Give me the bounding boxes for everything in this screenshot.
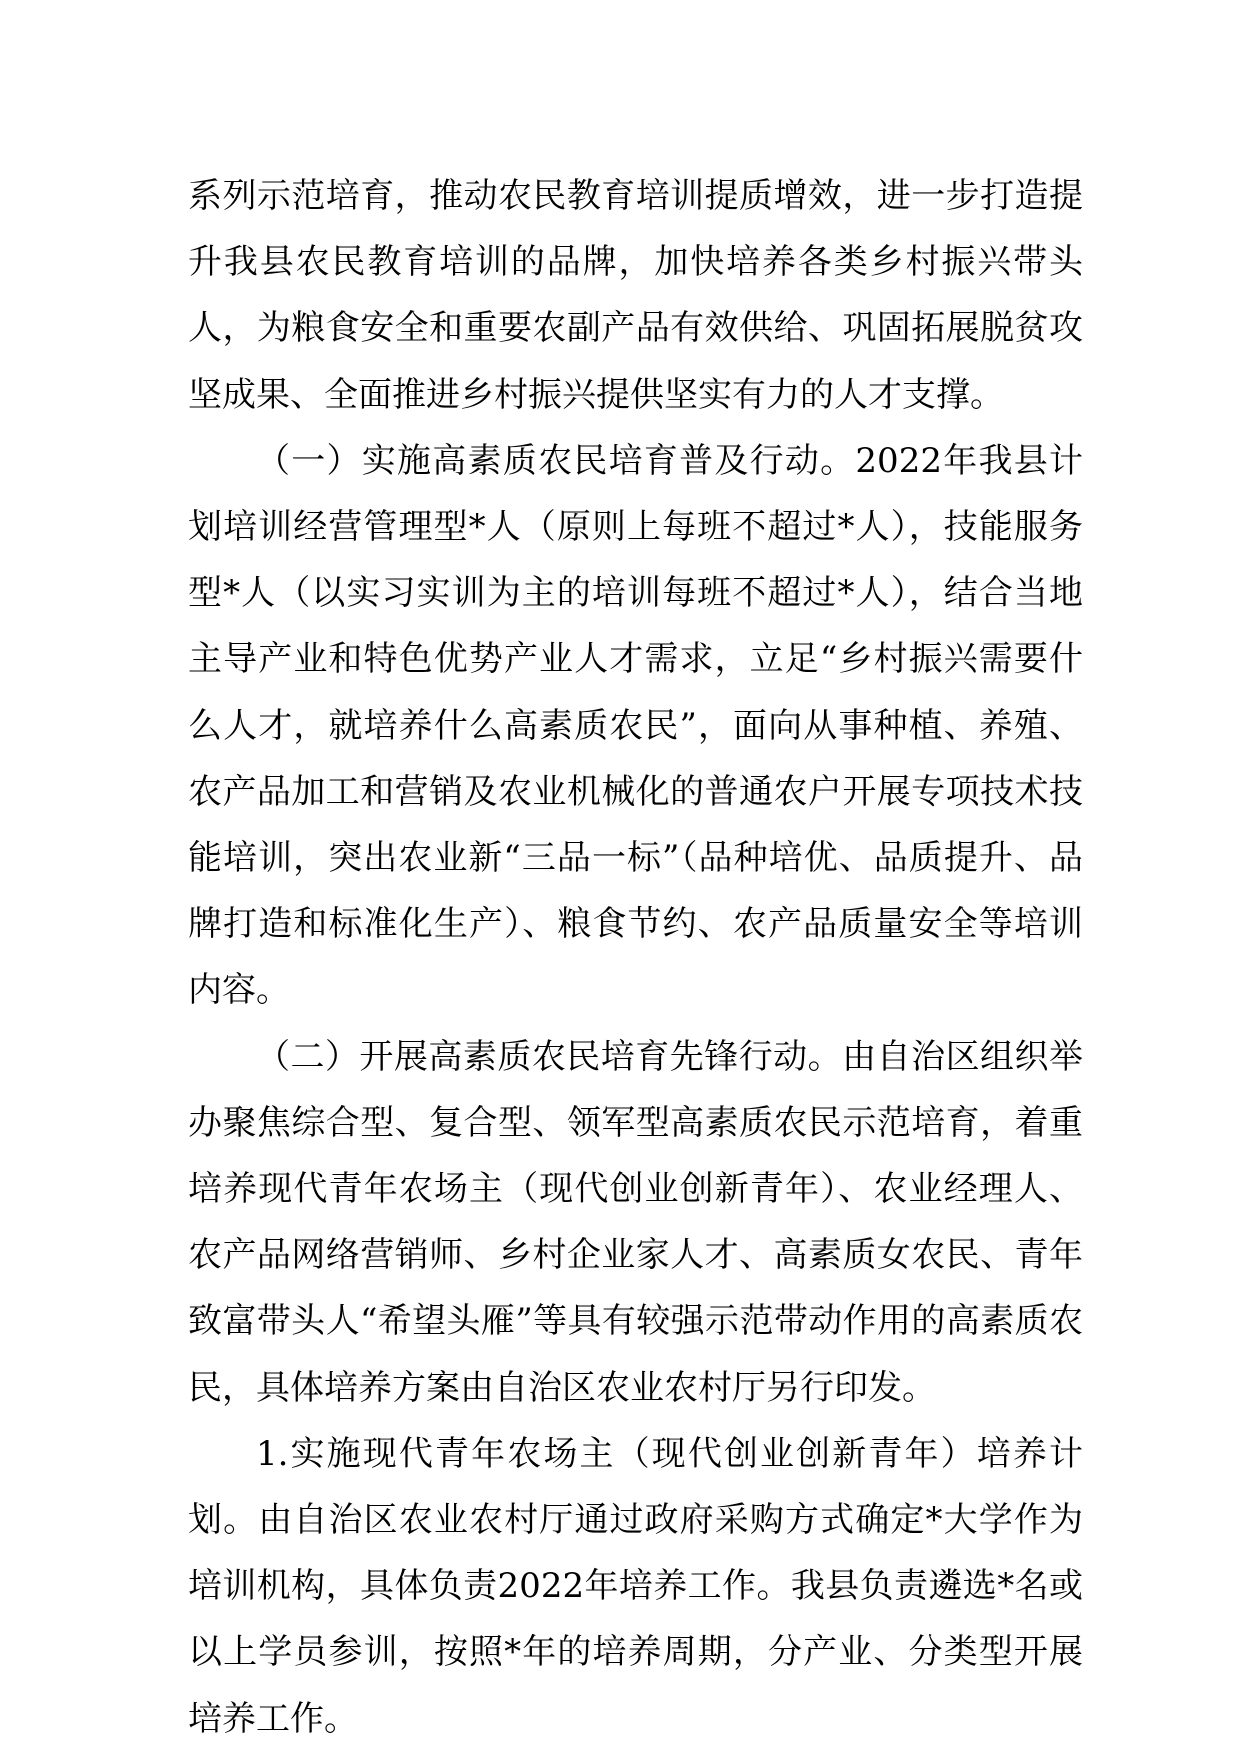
paragraph-continuation: 系列示范培育，推动农民教育培训提质增效，进一步打造提升我县农民教育培训的品牌，加快培养各类乡村振兴带头人，为粮食安全和重要农副产品有效供给、巩固拓展脱贫攻坚成果、全面推进乡村振兴提供坚实有力的人才支撑。 <box>188 176 1083 415</box>
paragraph-section-one: （一）实施高素质农民培育普及行动。2022年我县计划培训经营管理型*人（原则上每班不超过*人），技能服务型*人（以实习实训为主的培训每班不超过*人），结合当地主导产业和特色优势产业人才需求，立足“乡村振兴需要什么人才，就培养什么高素质农民”，面向从事种植、养殖、农产品加工和营销及农业机械化的普通农户开展专项技术技能培训，突出农业新“三品一标”（品种培优、品质提升、品牌打造和标准化生产）、粮食节约、农产品质量安全等培训内容。 <box>188 440 1083 1011</box>
paragraph-section-two: （二）开展高素质农民培育先锋行动。由自治区组织举办聚焦综合型、复合型、领军型高素质农民示范培育，着重培养现代青年农场主（现代创业创新青年）、农业经理人、农产品网络营销师、乡村企业家人才、高素质女农民、青年致富带头人“希望头雁”等具有较强示范带动作用的高素质农民，具体培养方案由自治区农业农村厅另行印发。 <box>188 1036 1083 1408</box>
document-body <box>188 163 1083 1752</box>
paragraph-item-one: 1.实施现代青年农场主（现代创业创新青年）培养计划。由自治区农业农村厅通过政府采购方式确定*大学作为培训机构，具体负责2022年培养工作。我县负责遴选*名或以上学员参训，按照*年的培养周期，分产业、分类型开展培养工作。 <box>188 1433 1083 1739</box>
